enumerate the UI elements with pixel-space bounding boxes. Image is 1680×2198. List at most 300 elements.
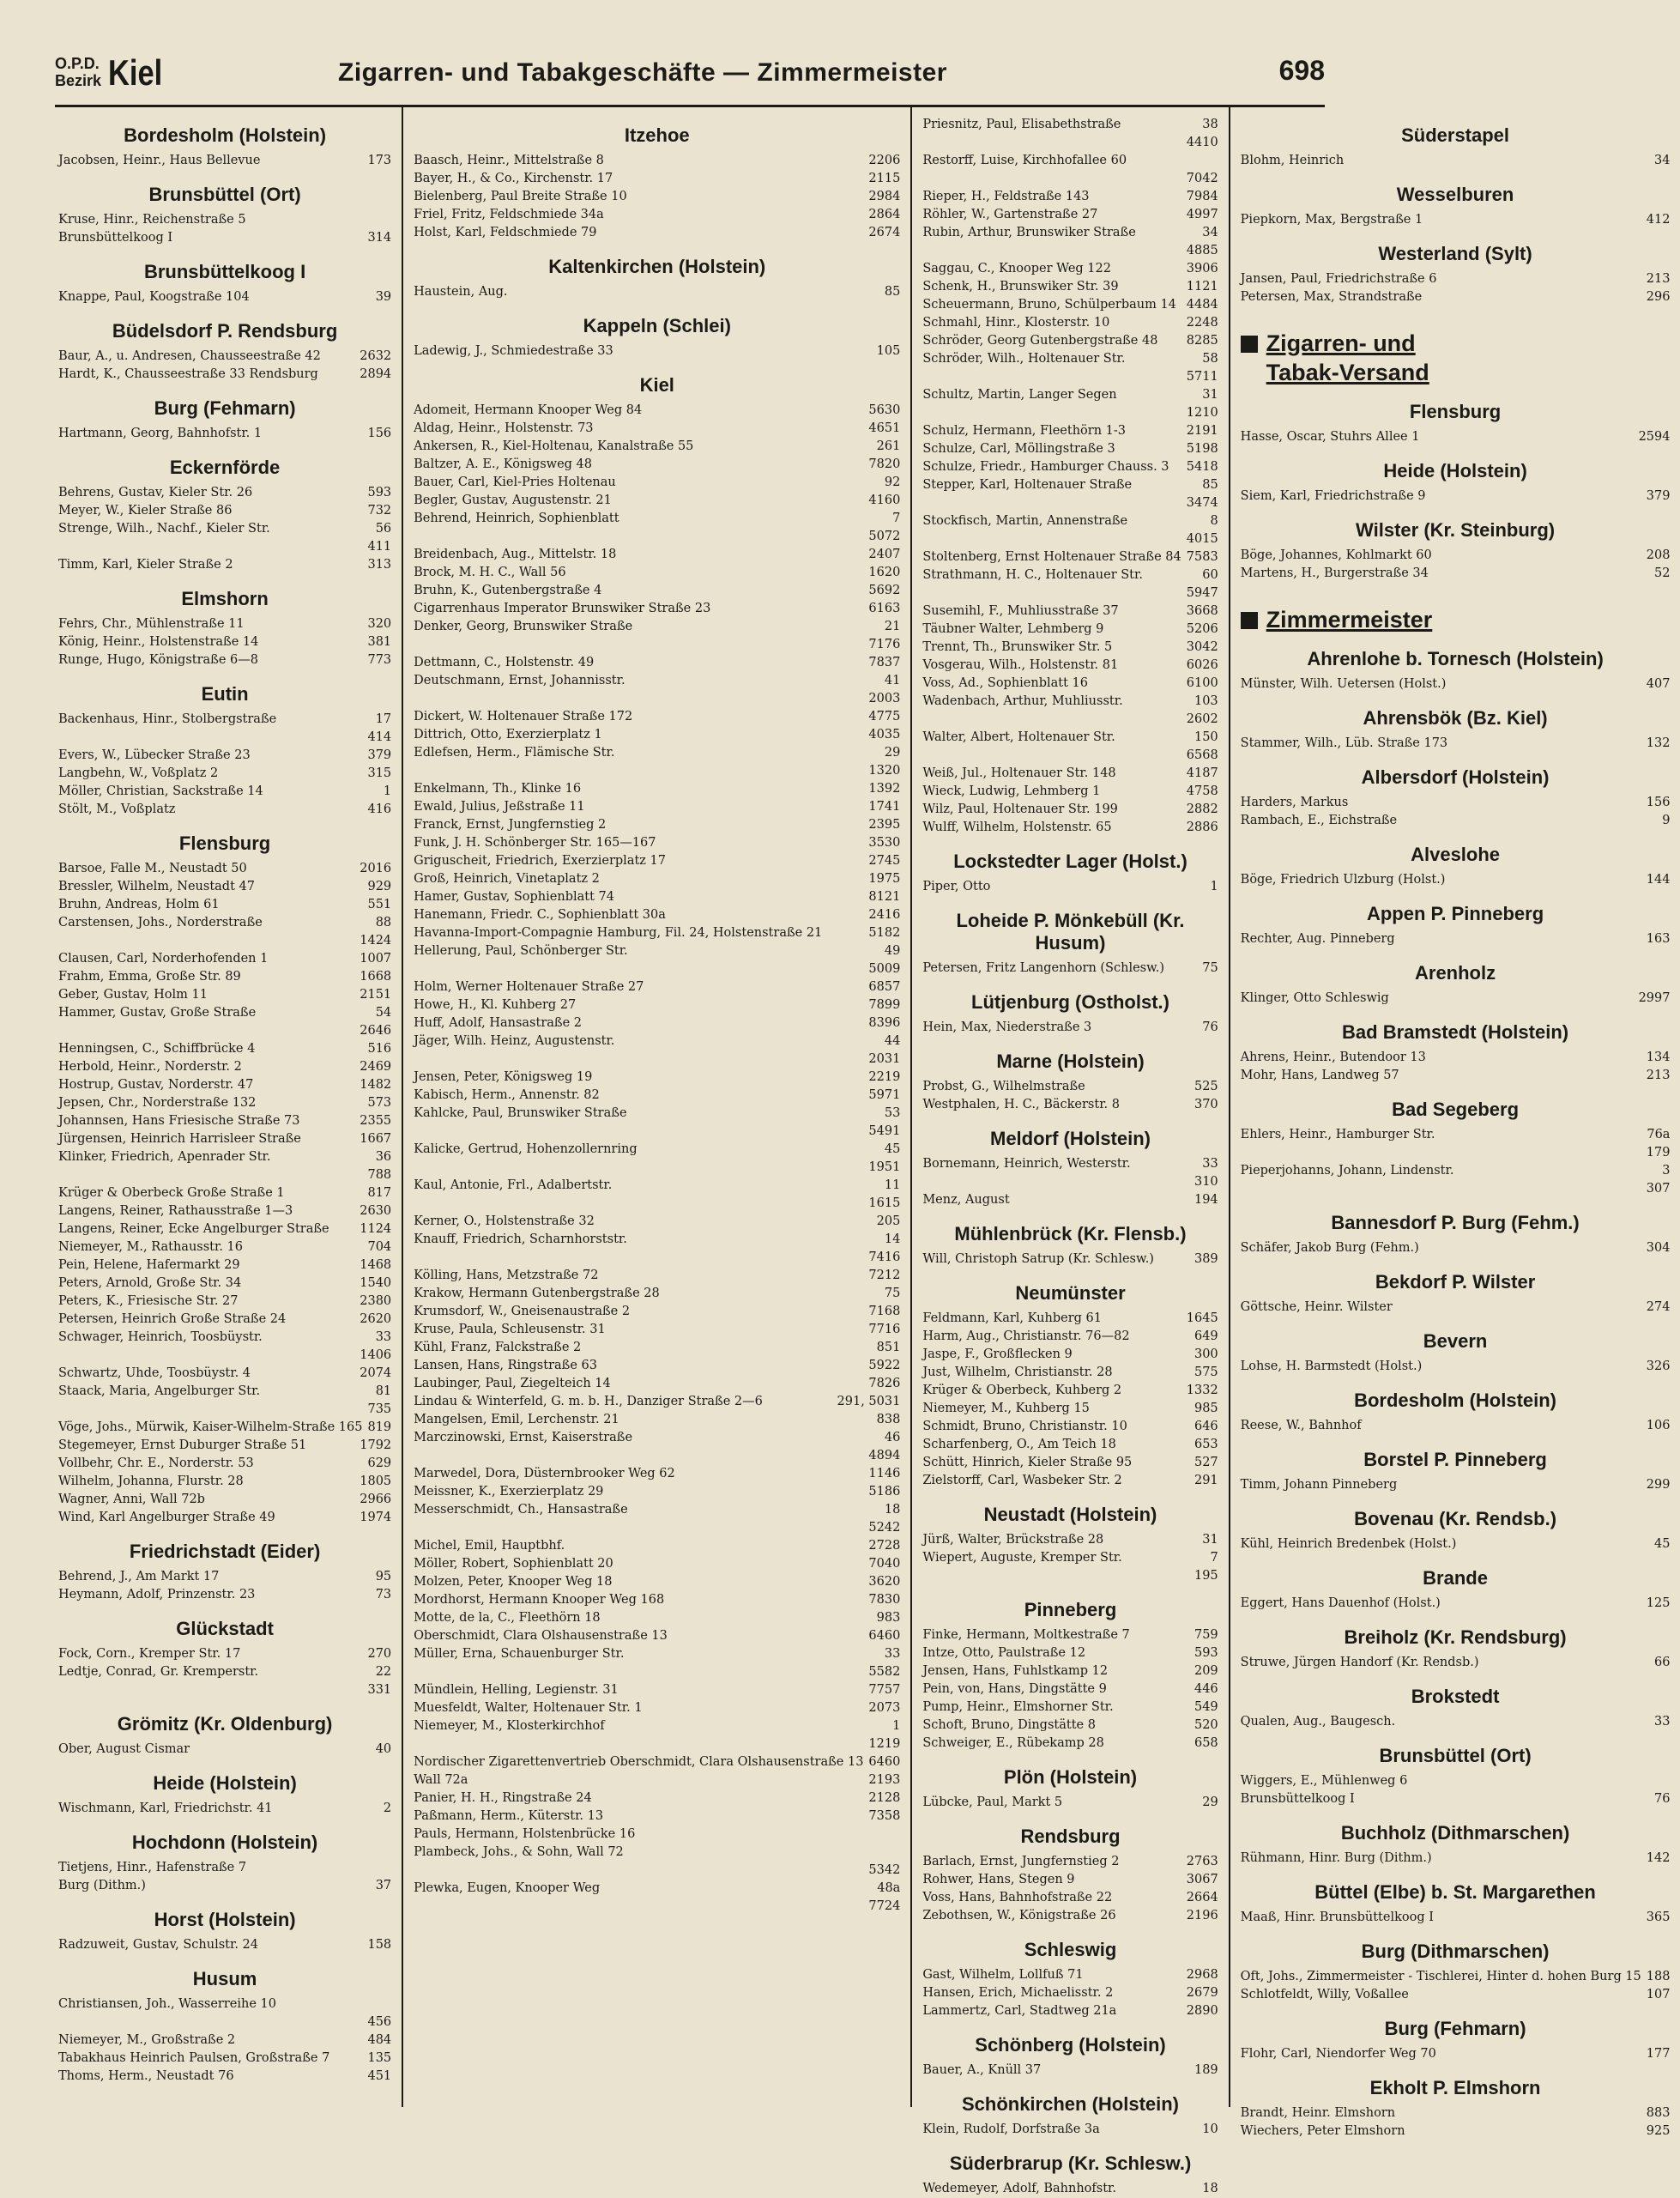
listing-columns — [55, 107, 1671, 2195]
listing-entry — [1241, 1049, 1671, 1067]
listing-entry — [922, 548, 1218, 566]
entry-phone: 2395 — [868, 818, 901, 832]
entry-name: Stoltenberg, Ernst Holtenauer Straße 84 — [922, 550, 1181, 564]
listing-entry — [414, 1753, 900, 1771]
entry-name: Blohm, Heinrich — [1240, 154, 1345, 167]
entry-name: Denker, Georg, Brunswiker Straße — [414, 620, 633, 633]
listing-entry — [58, 729, 391, 747]
listing-entry — [922, 675, 1218, 693]
entry-phone: 21 — [884, 620, 901, 633]
entry-phone: 379 — [367, 748, 392, 762]
listing-entry — [414, 546, 900, 564]
listing-entry — [414, 170, 900, 188]
entry-phone: 315 — [367, 766, 392, 780]
entry-name: Schulz, Hermann, Fleethörn 1-3 — [922, 424, 1126, 438]
entry-phone: 274 — [1646, 1300, 1671, 1314]
listing-entry — [58, 1936, 391, 1954]
entry-name: Göttsche, Heinr. Wilster — [1240, 1300, 1393, 1314]
entry-phone: 261 — [876, 439, 901, 453]
entry-phone: 6568 — [1186, 748, 1218, 762]
listing-entry — [414, 1032, 900, 1051]
entry-name: Gast, Wilhelm, Lollfuß 71 — [922, 1968, 1084, 1982]
listing-entry — [414, 1465, 900, 1483]
entry-phone: 208 — [1646, 548, 1671, 562]
listing-entry — [414, 1807, 900, 1826]
listing-entry — [1241, 1239, 1671, 1257]
entry-phone: 6100 — [1186, 676, 1218, 690]
place-heading: Loheide P. Mönkebüll (Kr. Husum) — [956, 910, 1185, 954]
entry-phone: 2620 — [360, 1312, 392, 1326]
entry-phone: 320 — [367, 617, 392, 631]
place-heading: Breiholz (Kr. Rendsburg) — [1344, 1626, 1567, 1648]
listing-entry — [414, 798, 900, 816]
entry-name: Wilz, Paul, Holtenauer Str. 199 — [922, 802, 1118, 816]
listing-entry — [922, 1735, 1218, 1753]
entry-phone: 88 — [375, 916, 392, 929]
entry-phone: 1540 — [360, 1276, 392, 1290]
entry-phone: 7 — [1210, 1551, 1218, 1565]
entry-phone: 2193 — [868, 1773, 901, 1787]
entry-name: Wadenbach, Arthur, Muhliusstr. — [922, 694, 1123, 708]
listing-entry — [58, 1148, 391, 1166]
listing-entry — [414, 1501, 900, 1519]
entry-name: Qualen, Aug., Baugesch. — [1240, 1715, 1396, 1729]
entry-phone: 817 — [367, 1186, 392, 1200]
listing-entry — [922, 639, 1218, 657]
listing-entry — [414, 1231, 900, 1249]
entry-name: Radzuweit, Gustav, Schulstr. 24 — [58, 1938, 258, 1952]
listing-entry — [414, 744, 900, 762]
listing-entry — [922, 512, 1218, 530]
entry-phone: 2664 — [1186, 1891, 1218, 1904]
listing-entry — [58, 1877, 391, 1895]
listing-entry — [414, 726, 900, 744]
place-heading: Kaltenkirchen (Holstein) — [548, 256, 766, 277]
entry-phone: 2196 — [1186, 1909, 1218, 1922]
listing-entry — [414, 1573, 900, 1591]
entry-name: Friel, Fritz, Feldschmiede 34a — [414, 208, 604, 221]
entry-phone: 6460 — [868, 1755, 901, 1769]
entry-name: Kalicke, Gertrud, Hohenzollernring — [414, 1142, 638, 1156]
listing-entry — [414, 1375, 900, 1393]
listing-entry — [1241, 812, 1671, 830]
entry-phone: 18 — [1202, 2182, 1218, 2195]
listing-entry — [922, 693, 1218, 711]
entry-name: Hein, Max, Niederstraße 3 — [922, 1020, 1092, 1034]
entry-name: Klinker, Friedrich, Apenrader Str. — [58, 1150, 271, 1164]
entry-name: Vollbehr, Chr. E., Norderstr. 53 — [58, 1456, 254, 1470]
listing-entry — [922, 878, 1218, 896]
entry-phone: 381 — [367, 635, 392, 649]
entry-phone: 299 — [1646, 1478, 1671, 1492]
entry-phone: 34 — [1654, 154, 1671, 167]
entry-phone: 2646 — [360, 1024, 392, 1038]
listing-entry — [1241, 735, 1671, 753]
entry-phone: 10 — [1202, 2122, 1218, 2136]
entry-name: Brock, M. H. C., Wall 56 — [414, 566, 566, 579]
entry-phone: 1210 — [1186, 406, 1218, 420]
entry-name: Knappe, Paul, Koogstraße 104 — [58, 290, 250, 304]
listing-entry — [414, 456, 900, 474]
listing-entry — [922, 368, 1218, 386]
listing-entry — [414, 1339, 900, 1357]
listing-entry — [414, 528, 900, 546]
entry-name: Barlach, Ernst, Jungfernstieg 2 — [922, 1855, 1120, 1868]
entry-phone: 31 — [1202, 388, 1218, 402]
entry-phone: 5198 — [1186, 442, 1218, 456]
entry-phone: 40 — [375, 1742, 392, 1756]
listing-entry — [1241, 1909, 1671, 1927]
listing-entry — [414, 870, 900, 888]
listing-entry — [922, 801, 1218, 819]
listing-entry — [922, 1717, 1218, 1735]
entry-phone: 2984 — [868, 190, 901, 203]
listing-entry — [922, 1984, 1218, 2002]
category-title — [1266, 605, 1433, 634]
page-title: Zigarren- und Tabakgeschäfte — Zimmermeister — [338, 58, 947, 87]
entry-name: Niemeyer, M., Rathausstr. 16 — [58, 1240, 244, 1254]
listing-entry — [922, 1853, 1218, 1871]
entry-phone: 4187 — [1186, 766, 1218, 780]
listing-entry — [58, 711, 391, 729]
listing-entry — [922, 1364, 1218, 1382]
listing-entry — [58, 801, 391, 819]
entry-name: Mohr, Hans, Landweg 57 — [1240, 1069, 1399, 1082]
entry-phone: 7583 — [1186, 550, 1218, 564]
entry-name: Krumsdorf, W., Gneisenaustraße 2 — [414, 1305, 631, 1318]
category-heading — [1241, 605, 1671, 634]
place-heading: Lütjenburg (Ostholst.) — [971, 991, 1169, 1013]
listing-entry — [1241, 288, 1671, 306]
entry-name: Niemeyer, M., Großstraße 2 — [58, 2033, 236, 2047]
listing-entry — [922, 188, 1218, 206]
entry-name: Susemihl, F., Muhliusstraße 37 — [922, 604, 1119, 618]
entry-phone: 5009 — [868, 962, 901, 976]
listing-entry — [1241, 1067, 1671, 1085]
listing-entry — [1241, 1162, 1671, 1180]
entry-phone: 7837 — [868, 656, 901, 669]
entry-phone: 3620 — [868, 1575, 901, 1589]
place-heading: Glückstadt — [176, 1618, 274, 1639]
entry-name: Zielstorff, Carl, Wasbeker Str. 2 — [922, 1474, 1122, 1487]
listing-entry — [414, 1357, 900, 1375]
entry-phone: 1406 — [360, 1348, 392, 1362]
entry-phone: 85 — [1202, 478, 1218, 492]
square-bullet-icon — [1241, 336, 1258, 353]
listing-entry — [58, 747, 391, 765]
entry-phone: 75 — [884, 1287, 901, 1300]
listing-entry — [58, 2068, 391, 2086]
listing-entry — [58, 1800, 391, 1818]
entry-phone: 158 — [367, 1938, 392, 1952]
listing-entry — [922, 1531, 1218, 1549]
listing-entry — [414, 636, 900, 654]
listing-entry — [58, 1491, 391, 1509]
entry-phone: 5206 — [1186, 622, 1218, 636]
listing-entry — [414, 1609, 900, 1627]
listing-entry — [414, 1105, 900, 1123]
listing-entry — [58, 1568, 391, 1586]
entry-phone: 7830 — [868, 1593, 901, 1607]
entry-phone: 7416 — [868, 1250, 901, 1264]
entry-name: Thoms, Herm., Neustadt 76 — [58, 2069, 234, 2083]
listing-entry — [58, 878, 391, 896]
entry-name: Niemeyer, M., Klosterkirchhof — [414, 1719, 605, 1733]
entry-name: Geber, Gustav, Holm 11 — [58, 988, 208, 1002]
entry-phone: 759 — [1194, 1628, 1218, 1642]
entry-phone: 929 — [367, 880, 392, 893]
entry-phone: 925 — [1646, 2124, 1671, 2138]
entry-name: Howe, H., Kl. Kuhberg 27 — [414, 998, 577, 1012]
entry-name: Bruhn, K., Gutenbergstraße 4 — [414, 584, 602, 597]
entry-name: Piper, Otto — [922, 880, 991, 893]
place-heading: Brande — [1423, 1567, 1488, 1589]
entry-phone: 213 — [1646, 1069, 1671, 1082]
place-heading: Eutin — [201, 683, 249, 705]
listing-entry — [414, 1591, 900, 1609]
entry-name: Jäger, Wilh. Heinz, Augustenstr. — [414, 1034, 615, 1048]
listing-entry — [1241, 1986, 1671, 2004]
listing-entry — [922, 1328, 1218, 1346]
entry-name: Jürgensen, Heinrich Harrisleer Straße — [58, 1132, 301, 1146]
place-heading: Ahrensbök (Bz. Kiel) — [1363, 707, 1548, 729]
place-heading: Bordesholm (Holstein) — [1354, 1390, 1557, 1411]
entry-name: Münster, Wilh. Uetersen (Holst.) — [1240, 677, 1447, 691]
entry-name: Stegemeyer, Ernst Duburger Straße 51 — [58, 1438, 307, 1452]
entry-name: Laubinger, Paul, Ziegelteich 14 — [414, 1377, 611, 1390]
listing-entry — [414, 1321, 900, 1339]
entry-phone: 156 — [1646, 796, 1671, 809]
entry-phone: 646 — [1194, 1420, 1218, 1433]
entry-phone: 76 — [1202, 1020, 1218, 1034]
entry-phone: 7826 — [868, 1377, 901, 1390]
entry-name: Behrend, Heinrich, Sophienblatt — [414, 512, 619, 525]
place-heading: Schönberg (Holstein) — [975, 2034, 1166, 2056]
entry-name: Evers, W., Lübecker Straße 23 — [58, 748, 251, 762]
entry-name: Huff, Adolf, Hansastraße 2 — [414, 1016, 582, 1030]
listing-entry — [58, 615, 391, 633]
listing-entry — [1241, 565, 1671, 583]
entry-phone: 3906 — [1186, 262, 1218, 276]
place-heading: Süderstapel — [1401, 124, 1510, 146]
entry-phone: 29 — [1202, 1795, 1218, 1809]
entry-name: Lübcke, Paul, Markt 5 — [922, 1795, 1063, 1809]
listing-entry — [58, 1130, 391, 1148]
entry-name: Ahrens, Heinr., Butendoor 13 — [1240, 1051, 1426, 1064]
entry-phone: 2886 — [1186, 820, 1218, 834]
listing-entry — [922, 1889, 1218, 1907]
entry-phone: 1 — [1210, 880, 1218, 893]
listing-entry — [58, 1859, 391, 1877]
listing-entry — [414, 1844, 900, 1862]
entry-phone: 4894 — [868, 1449, 901, 1462]
entry-phone: 7168 — [868, 1305, 901, 1318]
entry-name: Flohr, Carl, Niendorfer Weg 70 — [1240, 2047, 1436, 2061]
listing-entry — [58, 556, 391, 574]
listing-entry — [58, 765, 391, 783]
category-title-line: Zimmermeister — [1266, 607, 1433, 633]
entry-phone: 38 — [1202, 118, 1218, 131]
listing-entry — [58, 1004, 391, 1022]
entry-name: Priesnitz, Paul, Elisabethstraße — [922, 118, 1121, 131]
place-heading: Büttel (Elbe) b. St. Margarethen — [1314, 1881, 1596, 1903]
place-heading: Marne (Holstein) — [996, 1051, 1145, 1072]
listing-entry — [414, 1898, 900, 1916]
listing-entry — [922, 476, 1218, 494]
listing-entry — [922, 350, 1218, 368]
entry-phone: 2728 — [868, 1539, 901, 1553]
entry-phone: 49 — [884, 944, 901, 958]
entry-name: Restorff, Luise, Kirchhofallee 60 — [922, 154, 1127, 167]
listing-entry — [414, 852, 900, 870]
place-heading: Kiel — [639, 374, 674, 396]
entry-name: Tabakhaus Heinrich Paulsen, Großstraße 7 — [58, 2051, 330, 2065]
listing-entry — [414, 1393, 900, 1411]
entry-phone: 4997 — [1186, 208, 1218, 221]
entry-name: Brunsbüttelkoog I — [1240, 1792, 1355, 1806]
listing-entry — [1241, 152, 1671, 170]
entry-name: Ledtje, Conrad, Gr. Kremperstr. — [58, 1665, 259, 1679]
entry-name: Haustein, Aug. — [414, 285, 508, 299]
entry-name: Havanna-Import-Compagnie Hamburg, Fil. 24, Holstenstraße 21 — [414, 926, 823, 940]
place-heading: Brunsbüttel (Ort) — [148, 184, 301, 205]
place-heading: Bordesholm (Holstein) — [124, 124, 327, 146]
listing-entry — [922, 1644, 1218, 1662]
place-heading: Husum — [192, 1968, 257, 1989]
entry-name: Enkelmann, Th., Klinke 16 — [414, 782, 582, 796]
listing-entry — [922, 2121, 1218, 2139]
entry-phone: 1121 — [1186, 280, 1218, 294]
listing-entry — [922, 1472, 1218, 1490]
place-heading: Ahrenlohe b. Tornesch (Holstein) — [1307, 648, 1604, 669]
listing-entry — [414, 283, 900, 301]
listing-entry — [414, 600, 900, 618]
entry-name: Rambach, E., Eichstraße — [1240, 814, 1398, 827]
entry-name: Kühl, Heinrich Bredenbek (Holst.) — [1240, 1537, 1457, 1551]
listing-entry — [414, 1285, 900, 1303]
entry-name: Struwe, Jürgen Handorf (Kr. Rendsb.) — [1240, 1656, 1479, 1669]
entry-name: Hammer, Gustav, Große Straße — [58, 1006, 257, 1020]
entry-phone: 573 — [367, 1096, 392, 1110]
entry-phone: 7040 — [868, 1557, 901, 1571]
place-heading: Pinneberg — [1024, 1599, 1117, 1620]
entry-name: Bielenberg, Paul Breite Straße 10 — [414, 190, 627, 203]
listing-entry — [922, 1250, 1218, 1269]
entry-phone: 2416 — [868, 908, 901, 922]
listing-entry — [1241, 2045, 1671, 2063]
entry-phone: 2003 — [868, 692, 901, 705]
entry-name: Mordhorst, Hermann Knooper Weg 168 — [414, 1593, 665, 1607]
entry-phone: 156 — [367, 427, 392, 440]
entry-phone: 1975 — [868, 872, 901, 886]
entry-phone: 18 — [884, 1503, 901, 1517]
entry-name: Wilhelm, Johanna, Flurstr. 28 — [58, 1474, 244, 1488]
entry-name: Böge, Johannes, Kohlmarkt 60 — [1240, 548, 1432, 562]
entry-name: Heymann, Adolf, Prinzenstr. 23 — [58, 1588, 256, 1602]
category-title-line: Tabak-Versand — [1266, 360, 1429, 385]
place-heading: Neumünster — [1015, 1282, 1126, 1304]
listing-entry — [922, 1698, 1218, 1717]
place-heading: Hochdonn (Holstein) — [131, 1832, 318, 1853]
listing-entry — [58, 1455, 391, 1473]
place-heading: Bevern — [1423, 1330, 1488, 1352]
listing-entry — [922, 134, 1218, 152]
entry-name: Timm, Johann Pinneberg — [1240, 1478, 1398, 1492]
listing-entry — [922, 1794, 1218, 1812]
entry-phone: 7176 — [868, 638, 901, 651]
entry-name: Lansen, Hans, Ringstraße 63 — [414, 1359, 597, 1372]
listing-entry — [58, 152, 391, 170]
entry-name: Michel, Emil, Hauptbhf. — [414, 1539, 565, 1553]
listing-entry — [414, 1069, 900, 1087]
listing-entry — [922, 1567, 1218, 1585]
entry-phone: 2355 — [360, 1114, 392, 1128]
entry-name: Knauff, Friedrich, Scharnhorststr. — [414, 1232, 627, 1246]
listing-entry — [58, 366, 391, 384]
entry-name: Siem, Karl, Friedrichstraße 9 — [1240, 489, 1426, 503]
entry-phone: 2248 — [1186, 316, 1218, 330]
entry-name: Krakow, Hermann Gutenbergstraße 28 — [414, 1287, 660, 1300]
entry-phone: 5582 — [868, 1665, 901, 1679]
place-heading: Wesselburen — [1396, 184, 1514, 205]
entry-phone: 4775 — [868, 710, 901, 724]
listing-entry — [1241, 487, 1671, 506]
entry-name: Muesfeldt, Walter, Holtenauer Str. 1 — [414, 1701, 643, 1715]
entry-name: Vosgerau, Wilh., Holstenstr. 81 — [922, 658, 1119, 672]
listing-entry — [414, 1681, 900, 1699]
listing-entry — [414, 1483, 900, 1501]
entry-name: Wind, Karl Angelburger Straße 49 — [58, 1511, 275, 1524]
listing-entry — [58, 1401, 391, 1419]
listing-entry — [58, 914, 391, 932]
listing-entry — [58, 1329, 391, 1347]
listing-entry — [414, 1159, 900, 1177]
listing-entry — [414, 1195, 900, 1213]
entry-name: Menz, August — [922, 1193, 1010, 1207]
listing-entry — [58, 1220, 391, 1238]
entry-name: Voss, Ad., Sophienblatt 16 — [922, 676, 1088, 690]
entry-phone: 5971 — [868, 1088, 901, 1102]
listing-entry — [414, 510, 900, 528]
entry-phone: 2016 — [360, 862, 392, 875]
entry-phone: 1424 — [360, 934, 392, 948]
place-heading: Rendsburg — [1020, 1826, 1121, 1847]
listing-entry — [414, 942, 900, 960]
entry-name: Strenge, Wilh., Nachf., Kieler Str. — [58, 522, 270, 536]
entry-phone: 1 — [892, 1719, 901, 1733]
listing-entry — [922, 422, 1218, 440]
entry-name: Martens, H., Burgerstraße 34 — [1240, 566, 1429, 580]
entry-phone: 525 — [1194, 1080, 1218, 1093]
listing-entry — [1241, 794, 1671, 812]
place-heading: Arenholz — [1415, 962, 1496, 984]
entry-phone: 17 — [375, 712, 392, 726]
entry-phone: 2679 — [1186, 1986, 1218, 2000]
entry-name: Funk, J. H. Schönberger Str. 165—167 — [414, 836, 656, 850]
entry-name: Clausen, Carl, Norderhofenden 1 — [58, 952, 269, 966]
entry-name: Jaspe, F., Großflecken 9 — [922, 1347, 1073, 1361]
entry-name: Messerschmidt, Ch., Hansastraße — [414, 1503, 628, 1517]
entry-name: Johannsen, Hans Friesische Straße 73 — [58, 1114, 300, 1128]
entry-phone: 379 — [1646, 489, 1671, 503]
place-heading: Itzehoe — [624, 124, 690, 146]
listing-entry — [922, 729, 1218, 747]
listing-entry — [414, 1627, 900, 1645]
entry-name: Röhler, W., Gartenstraße 27 — [922, 208, 1098, 221]
listing-entry — [414, 1645, 900, 1663]
listing-entry — [922, 621, 1218, 639]
listing-entry — [922, 116, 1218, 134]
